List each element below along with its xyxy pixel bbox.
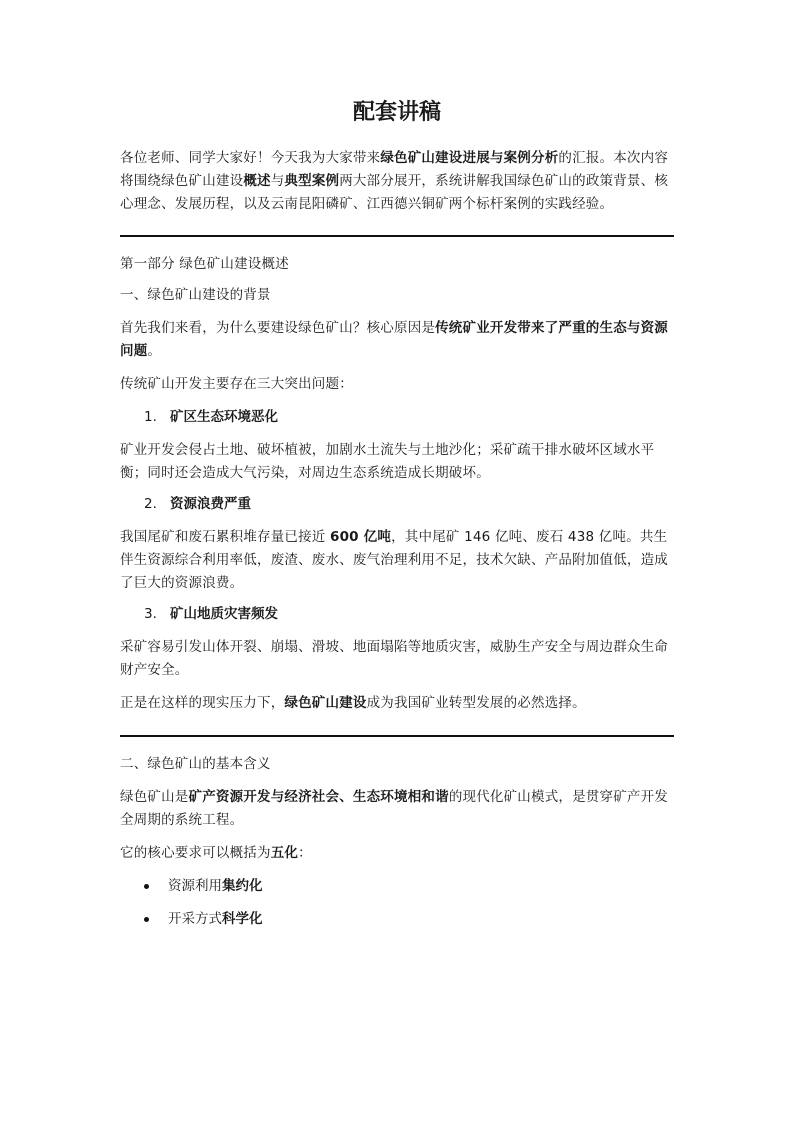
body-paragraph — [120, 526, 674, 595]
item-title: 矿区生态环境恶化 — [170, 409, 278, 425]
numbered-item — [144, 406, 674, 429]
bold-run: 绿色矿山建设 — [284, 695, 367, 711]
bullet-icon — [144, 917, 149, 922]
item-title: 资源浪费严重 — [170, 496, 251, 512]
bold-run: 矿产资源开发与经济社会、生态环境相和谐 — [188, 789, 449, 805]
text-run: 首先我们来看，为什么要建设绿色矿山？核心原因是 — [120, 320, 436, 336]
part-heading: 第一部分 绿色矿山建设概述 — [120, 256, 289, 272]
bold-run: 五化 — [270, 845, 299, 861]
intro-text-1: 各位老师、同学大家好！今天我为大家带来 — [120, 150, 381, 166]
text-run: ，其中尾矿 146 亿吨、废石 438 亿吨。共生伴生资源综合利用率低，废渣、废水、废气治理利用不足，技术欠缺、产品附加值低，造成了巨大的资源浪费。 — [120, 529, 668, 591]
text-run: 我国尾矿和废石累积堆存量已接近 — [120, 529, 330, 545]
intro-bold-1: 绿色矿山建设进展与案例分析 — [380, 150, 559, 166]
bullet-item — [144, 875, 674, 898]
section-divider — [120, 735, 674, 737]
intro-text-4: 两大部分展开，系统讲解我国绿色矿山的政策背景、核心理念、发展历程，以及云南昆阳磷矿、江西德兴铜矿两个标杆案例的实践经验。 — [120, 173, 669, 212]
body-paragraph: 矿业开发会侵占土地、破坏植被，加剧水土流失与土地沙化；采矿疏干排水破坏区域水平衡；同时还会造成大气污染，对周边生态系统造成长期破坏。 — [120, 442, 655, 481]
body-paragraph — [120, 317, 674, 363]
bullet-text: 资源利用集约化 — [168, 878, 263, 894]
intro-text-2: 的汇报。本次内容将围绕绿色矿山建设 — [120, 150, 669, 189]
text-run: ： — [298, 845, 312, 861]
body-paragraph — [120, 786, 674, 832]
bullet-item — [144, 908, 674, 931]
intro-bold-3: 典型案例 — [284, 173, 340, 189]
intro-paragraph — [120, 147, 674, 216]
section-heading: 一、绿色矿山建设的背景 — [120, 287, 271, 303]
bold-run: 600 亿吨 — [330, 529, 392, 545]
bold-run: 传统矿业开发带来了严重的生态与资源问题 — [120, 320, 669, 359]
section-divider — [120, 235, 674, 237]
intro-text-3: 与 — [270, 173, 285, 189]
text-run: 正是在这样的现实压力下， — [120, 695, 285, 711]
body-paragraph: 采矿容易引发山体开裂、崩塌、滑坡、地面塌陷等地质灾害，威胁生产安全与周边群众生命财产安全。 — [120, 639, 668, 678]
body-paragraph — [120, 692, 674, 715]
item-number: 1. — [144, 409, 157, 425]
body-paragraph — [120, 842, 674, 865]
text-run: 绿色矿山是 — [120, 789, 189, 805]
text-run: 的现代化矿山模式，是贯穿矿产开发全周期的系统工程。 — [120, 789, 669, 828]
page-title: 配套讲稿 — [352, 100, 441, 125]
bullet-icon — [144, 884, 149, 889]
text-run: 。 — [147, 343, 162, 359]
item-title: 矿山地质灾害频发 — [170, 606, 278, 622]
document-body — [120, 96, 674, 931]
item-number: 3. — [144, 606, 157, 622]
numbered-item — [144, 603, 674, 626]
bullet-text: 开采方式科学化 — [168, 911, 263, 927]
body-paragraph: 传统矿山开发主要存在三大突出问题： — [120, 376, 353, 392]
text-run: 成为我国矿业转型发展的必然选择。 — [366, 695, 586, 711]
text-run: 它的核心要求可以概括为 — [120, 845, 271, 861]
section-heading: 二、绿色矿山的基本含义 — [120, 756, 271, 772]
intro-bold-2: 概述 — [243, 173, 271, 189]
item-number: 2. — [144, 496, 157, 512]
numbered-item — [144, 493, 674, 516]
